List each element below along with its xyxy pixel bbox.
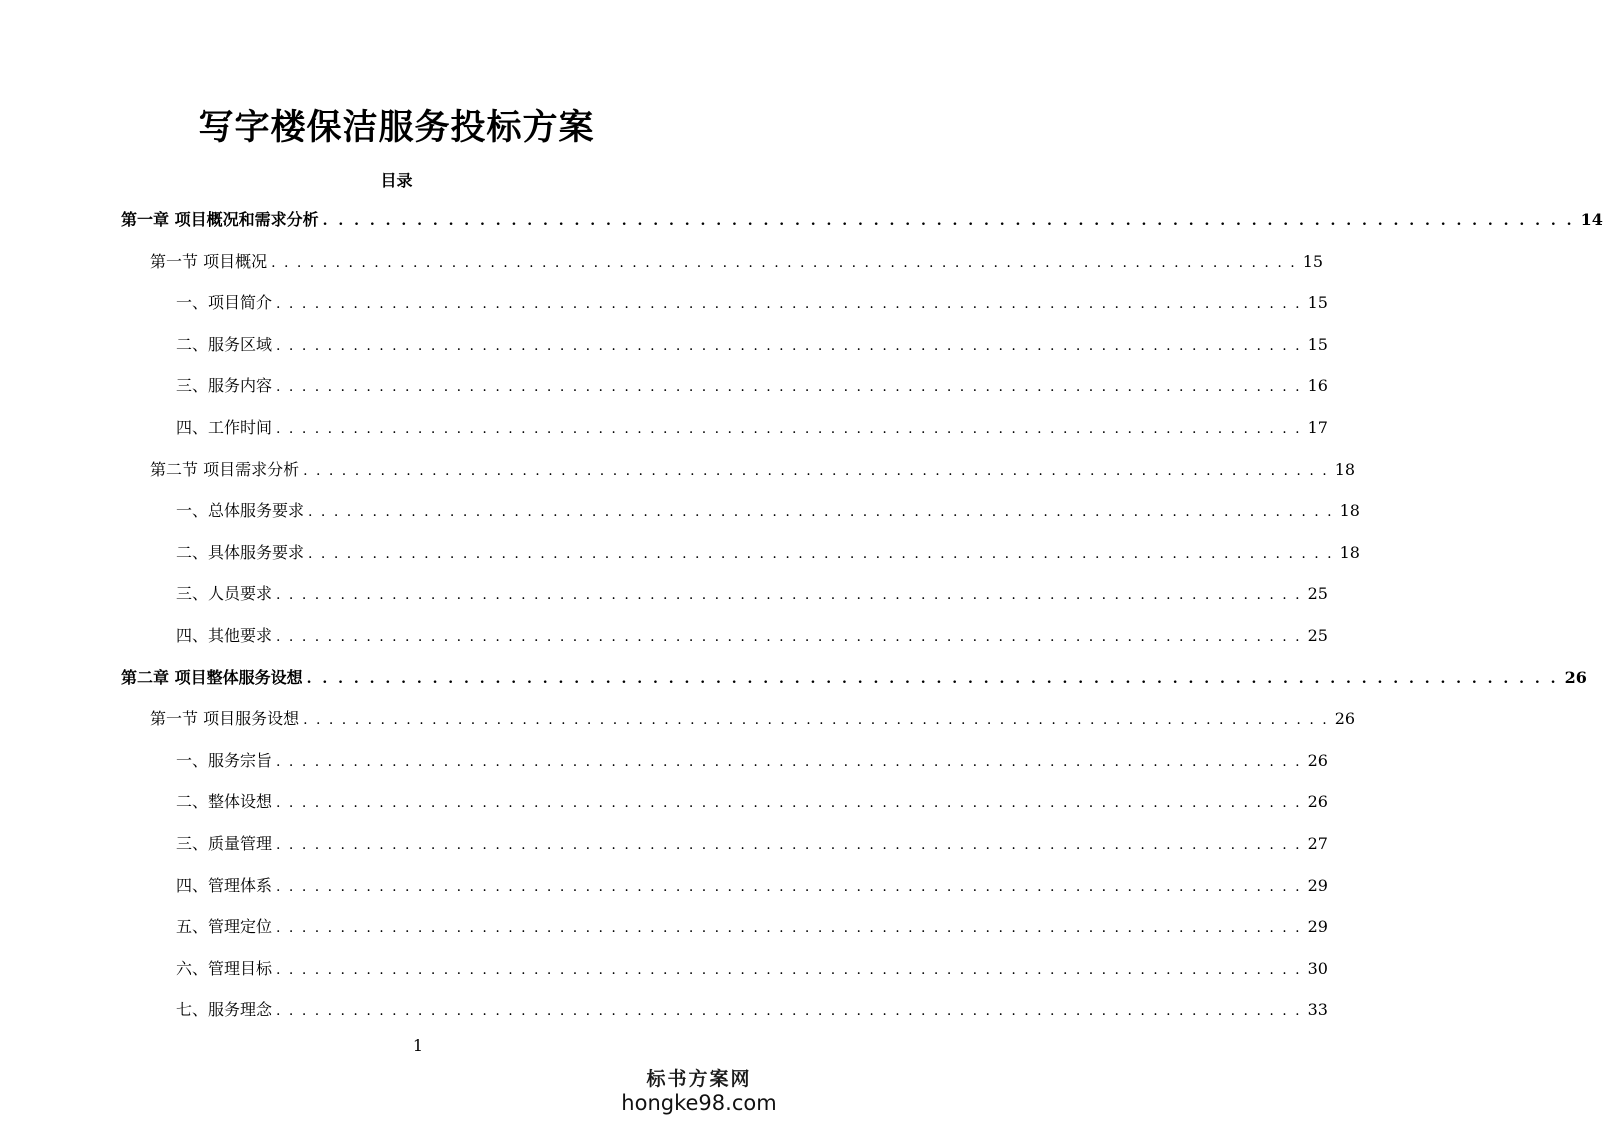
toc-entry[interactable] <box>150 458 1356 482</box>
toc-leader-dots: . . . . . . . . . . . . . . . . . . . . . . . . . . . . . . . . . . . . . . . . . . . . . . . . . . . . . . . . . . . . . . . . . . . . . . . . . . . . . . . . <box>276 296 1302 313</box>
toc-entry-page: 26 <box>1334 709 1356 729</box>
toc-entry-page: 29 <box>1307 917 1328 937</box>
toc-entry-label: 四、管理体系 <box>176 875 273 895</box>
toc-entry[interactable] <box>176 749 1328 773</box>
toc-leader-dots: . . . . . . . . . . . . . . . . . . . . . . . . . . . . . . . . . . . . . . . . . . . . . . . . . . . . . . . . . . . . . . . . . . . . . . . . . . . . . . . . <box>276 961 1302 978</box>
toc-entry[interactable] <box>176 291 1328 315</box>
toc-entry-page: 33 <box>1307 1000 1328 1020</box>
toc-entry[interactable] <box>176 998 1328 1022</box>
toc-entry-page: 25 <box>1307 626 1328 645</box>
toc-entry-label: 三、服务内容 <box>176 376 273 396</box>
toc-heading: 目录 <box>380 171 413 190</box>
toc-entry-label: 七、服务理念 <box>176 1000 273 1020</box>
toc-entry[interactable] <box>176 333 1328 357</box>
toc-entry[interactable] <box>176 790 1328 814</box>
toc-leader-dots: . . . . . . . . . . . . . . . . . . . . . . . . . . . . . . . . . . . . . . . . . . . . . . . . . . . . . . . . . . . . . . . . . . . . . . . . . . . . . . . . <box>308 504 1334 521</box>
toc-entry-page: 30 <box>1307 958 1328 978</box>
toc-entry-page: 18 <box>1334 459 1356 479</box>
toc-entry-label: 第二章 项目整体服务设想 <box>121 667 303 687</box>
toc-leader-dots: . . . . . . . . . . . . . . . . . . . . . . . . . . . . . . . . . . . . . . . . . . . . . . . . . . . . . . . . . . . . . . . . . . . . . . . . . . . . . . . . <box>271 254 1297 271</box>
toc-entry-label: 二、具体服务要求 <box>176 542 305 562</box>
toc-entry-page: 14 <box>1580 210 1603 229</box>
toc-leader-dots: . . . . . . . . . . . . . . . . . . . . . . . . . . . . . . . . . . . . . . . . . . . . . . . . . . . . . . . . . . . . . . . . . . . . . . . . . . . . . . . . <box>308 545 1334 562</box>
watermark <box>619 1068 779 1116</box>
toc-entry[interactable] <box>176 582 1328 606</box>
toc-entry[interactable] <box>176 874 1328 898</box>
toc-entry-page: 27 <box>1307 834 1328 853</box>
toc-entry-page: 26 <box>1307 750 1328 770</box>
toc-entry-label: 第一章 项目概况和需求分析 <box>121 210 319 229</box>
toc-entry-label: 第二节 项目需求分析 <box>150 459 300 479</box>
toc-entry[interactable] <box>176 624 1328 648</box>
toc-leader-dots: . . . . . . . . . . . . . . . . . . . . . . . . . . . . . . . . . . . . . . . . . . . . . . . . . . . . . . . . . . . . . . . . . . . . . . . . . . . . . . . . <box>276 421 1302 437</box>
toc-leader-dots: . . . . . . . . . . . . . . . . . . . . . . . . . . . . . . . . . . . . . . . . . . . . . . . . . . . . . . . . . . . . . . . . . . . . . . . . . . . . . . . . <box>276 837 1302 853</box>
toc-leader-dots: . . . . . . . . . . . . . . . . . . . . . . . . . . . . . . . . . . . . . . . . . . . . . . . . . . . . . . . . . . . . . . . . . . . . . . . . . . . . . . . . <box>322 213 1575 229</box>
toc-entry[interactable] <box>176 416 1328 440</box>
toc-leader-dots: . . . . . . . . . . . . . . . . . . . . . . . . . . . . . . . . . . . . . . . . . . . . . . . . . . . . . . . . . . . . . . . . . . . . . . . . . . . . . . . . <box>306 670 1559 687</box>
toc-leader-dots: . . . . . . . . . . . . . . . . . . . . . . . . . . . . . . . . . . . . . . . . . . . . . . . . . . . . . . . . . . . . . . . . . . . . . . . . . . . . . . . . <box>276 878 1302 895</box>
toc-entry-label: 三、质量管理 <box>176 834 273 853</box>
toc-entry-label: 二、整体设想 <box>176 792 273 812</box>
toc-entry[interactable] <box>176 915 1328 939</box>
toc-entry-label: 第一节 项目服务设想 <box>150 709 300 729</box>
toc-entry[interactable] <box>176 957 1328 981</box>
toc-entry-page: 25 <box>1307 584 1328 604</box>
toc-entry[interactable] <box>176 832 1328 856</box>
toc-leader-dots: . . . . . . . . . . . . . . . . . . . . . . . . . . . . . . . . . . . . . . . . . . . . . . . . . . . . . . . . . . . . . . . . . . . . . . . . . . . . . . . . <box>276 795 1302 812</box>
toc-entry[interactable] <box>121 208 1603 232</box>
toc-leader-dots: . . . . . . . . . . . . . . . . . . . . . . . . . . . . . . . . . . . . . . . . . . . . . . . . . . . . . . . . . . . . . . . . . . . . . . . . . . . . . . . . <box>276 1003 1302 1020</box>
toc-leader-dots: . . . . . . . . . . . . . . . . . . . . . . . . . . . . . . . . . . . . . . . . . . . . . . . . . . . . . . . . . . . . . . . . . . . . . . . . . . . . . . . . <box>303 712 1329 729</box>
toc-entry[interactable] <box>176 499 1360 523</box>
toc-leader-dots: . . . . . . . . . . . . . . . . . . . . . . . . . . . . . . . . . . . . . . . . . . . . . . . . . . . . . . . . . . . . . . . . . . . . . . . . . . . . . . . . <box>276 629 1302 645</box>
toc-entry-page: 15 <box>1302 251 1324 271</box>
toc-entry[interactable] <box>121 666 1587 690</box>
toc-entry-label: 四、工作时间 <box>176 418 273 437</box>
toc-leader-dots: . . . . . . . . . . . . . . . . . . . . . . . . . . . . . . . . . . . . . . . . . . . . . . . . . . . . . . . . . . . . . . . . . . . . . . . . . . . . . . . . <box>276 753 1302 770</box>
toc-entry-label: 二、服务区域 <box>176 334 273 354</box>
toc-entry-page: 29 <box>1307 875 1328 895</box>
toc-entry-label: 一、总体服务要求 <box>176 501 305 521</box>
toc-entry-page: 15 <box>1307 293 1328 313</box>
toc-entry-label: 五、管理定位 <box>176 917 273 937</box>
toc-leader-dots: . . . . . . . . . . . . . . . . . . . . . . . . . . . . . . . . . . . . . . . . . . . . . . . . . . . . . . . . . . . . . . . . . . . . . . . . . . . . . . . . <box>303 462 1329 479</box>
toc-entry-page: 15 <box>1307 334 1328 354</box>
watermark-name: 标书方案网 <box>646 1068 752 1090</box>
toc-entry-page: 26 <box>1307 792 1328 812</box>
toc-entry-label: 一、项目简介 <box>176 293 273 313</box>
toc-leader-dots: . . . . . . . . . . . . . . . . . . . . . . . . . . . . . . . . . . . . . . . . . . . . . . . . . . . . . . . . . . . . . . . . . . . . . . . . . . . . . . . . <box>276 379 1302 396</box>
toc-entry[interactable] <box>150 250 1324 274</box>
toc-entry-page: 18 <box>1339 542 1360 562</box>
document-title: 写字楼保洁服务投标方案 <box>198 107 595 148</box>
toc-entry-label: 第一节 项目概况 <box>150 251 268 271</box>
toc-entry-label: 六、管理目标 <box>176 958 273 978</box>
toc-leader-dots: . . . . . . . . . . . . . . . . . . . . . . . . . . . . . . . . . . . . . . . . . . . . . . . . . . . . . . . . . . . . . . . . . . . . . . . . . . . . . . . . <box>276 920 1302 937</box>
toc-entry-label: 三、人员要求 <box>176 584 273 604</box>
toc-entry-page: 26 <box>1564 667 1587 687</box>
toc-entry-label: 四、其他要求 <box>176 626 273 645</box>
toc-leader-dots: . . . . . . . . . . . . . . . . . . . . . . . . . . . . . . . . . . . . . . . . . . . . . . . . . . . . . . . . . . . . . . . . . . . . . . . . . . . . . . . . <box>276 337 1302 354</box>
toc-entry[interactable] <box>150 707 1356 731</box>
toc-entry-page: 16 <box>1307 376 1328 396</box>
toc-entry[interactable] <box>176 541 1360 565</box>
page-number: 1 <box>412 1036 424 1055</box>
toc-entry-page: 18 <box>1339 501 1360 521</box>
toc-entry-label: 一、服务宗旨 <box>176 750 273 770</box>
toc-entry[interactable] <box>176 374 1328 398</box>
watermark-url: hongke98.com <box>621 1091 777 1115</box>
toc-leader-dots: . . . . . . . . . . . . . . . . . . . . . . . . . . . . . . . . . . . . . . . . . . . . . . . . . . . . . . . . . . . . . . . . . . . . . . . . . . . . . . . . <box>276 587 1302 604</box>
toc-entry-page: 17 <box>1307 418 1328 437</box>
